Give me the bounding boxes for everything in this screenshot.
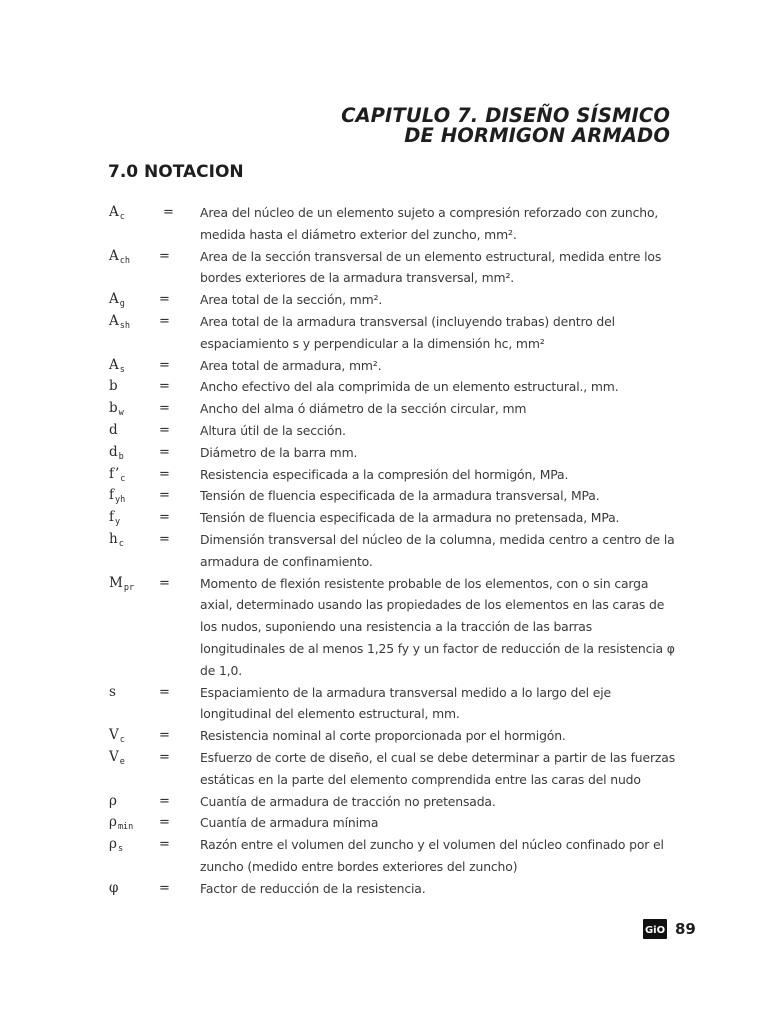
notation-definition bbox=[200, 311, 660, 355]
notation-definition bbox=[200, 682, 660, 726]
equals-sign: = bbox=[159, 531, 170, 547]
symbol-base: A bbox=[109, 312, 119, 329]
notation-definition bbox=[200, 355, 660, 377]
notation-row bbox=[0, 812, 768, 834]
notation-row bbox=[0, 791, 768, 813]
definition-line: Esfuerzo de corte de diseño, el cual se debe determinar a partir de las fuerzas bbox=[200, 749, 676, 765]
symbol-subscript: c bbox=[119, 735, 125, 746]
definition-line: zuncho (medido entre bordes exteriores del zuncho) bbox=[200, 858, 518, 874]
equals-sign: = bbox=[163, 205, 174, 220]
equals-sign: = bbox=[159, 422, 170, 438]
notation-row bbox=[0, 485, 768, 507]
symbol-base: ρ bbox=[109, 792, 117, 809]
definition-line: espaciamiento s y perpendicular a la dimensión hc, mm² bbox=[200, 335, 545, 351]
notation-definition bbox=[200, 420, 660, 442]
notation-definition bbox=[200, 573, 675, 682]
equals-sign: = bbox=[159, 292, 170, 308]
notation-row bbox=[0, 420, 768, 442]
notation-symbol bbox=[109, 747, 125, 774]
logo-text: GiO bbox=[645, 925, 665, 935]
definition-line: Espaciamiento de la armadura transversal medido a lo largo del eje bbox=[200, 684, 612, 700]
equals-sign: = bbox=[159, 793, 170, 809]
section-heading: 7.0 NOTACION bbox=[108, 162, 244, 182]
notation-row bbox=[0, 573, 768, 682]
notation-symbol bbox=[109, 420, 118, 442]
symbol-base: A bbox=[109, 291, 119, 308]
notation-symbol bbox=[109, 529, 124, 556]
symbol-base: M bbox=[109, 574, 123, 591]
notation-row bbox=[0, 464, 768, 486]
symbol-subscript: y bbox=[115, 517, 121, 528]
notation-definition bbox=[200, 246, 660, 290]
definition-line: Area de la sección transversal de un elemento estructural, medida entre los bbox=[200, 248, 662, 264]
equals-sign: = bbox=[159, 488, 170, 504]
symbol-base: V bbox=[109, 727, 119, 744]
symbol-base: φ bbox=[109, 879, 119, 896]
symbol-subscript: b bbox=[118, 451, 124, 462]
publisher-logo-icon bbox=[643, 919, 667, 939]
equals-sign: = bbox=[159, 466, 170, 482]
notation-symbol bbox=[109, 791, 117, 813]
symbol-subscript: yh bbox=[115, 495, 126, 506]
equals-sign: = bbox=[159, 444, 170, 460]
notation-definition bbox=[200, 464, 660, 486]
definition-line: longitudinales de al menos 1,25 fy y un factor de reducción de la resistencia φ bbox=[200, 640, 675, 656]
symbol-base: s bbox=[109, 683, 116, 700]
definition-line: Factor de reducción de la resistencia. bbox=[200, 880, 426, 896]
definition-line: medida hasta el diámetro exterior del zuncho, mm². bbox=[200, 226, 517, 242]
definition-line: Cuantía de armadura de tracción no pretensada. bbox=[200, 793, 496, 809]
symbol-base: V bbox=[109, 748, 119, 765]
notation-symbol bbox=[109, 682, 116, 704]
chapter-title bbox=[341, 106, 670, 146]
notation-definition bbox=[200, 442, 660, 464]
definition-line: Razón entre el volumen del zuncho y el volumen del núcleo confinado por el bbox=[200, 837, 664, 853]
equals-sign: = bbox=[159, 728, 170, 744]
notation-symbol bbox=[109, 246, 130, 273]
notation-row bbox=[0, 878, 768, 900]
notation-definition bbox=[200, 812, 660, 834]
equals-sign: = bbox=[159, 313, 170, 329]
definition-line: Area total de armadura, mm². bbox=[200, 357, 382, 373]
notation-row bbox=[0, 289, 768, 311]
definition-line: de 1,0. bbox=[200, 662, 243, 678]
notation-row bbox=[0, 682, 768, 726]
notation-row bbox=[0, 529, 768, 573]
notation-definition bbox=[200, 747, 676, 791]
notation-row bbox=[0, 398, 768, 420]
notation-definition bbox=[200, 507, 660, 529]
definition-line: Momento de flexión resistente probable de los elementos, con o sin carga bbox=[200, 575, 649, 591]
definition-line: armadura de confinamiento. bbox=[200, 553, 373, 569]
notation-symbol bbox=[109, 311, 130, 338]
definition-line: longitudinal del elemento estructural, mm. bbox=[200, 706, 460, 722]
notation-symbol bbox=[109, 202, 125, 229]
definition-line: Tensión de fluencia especificada de la armadura no pretensada, MPa. bbox=[200, 510, 620, 526]
page-footer bbox=[643, 919, 696, 939]
notation-symbol bbox=[109, 573, 134, 600]
definition-line: axial, determinado usando las propiedades de los elementos en las caras de bbox=[200, 597, 665, 613]
notation-definition bbox=[200, 202, 660, 246]
equals-sign: = bbox=[159, 575, 170, 591]
notation-row bbox=[0, 442, 768, 464]
symbol-subscript: ch bbox=[119, 255, 130, 266]
symbol-subscript: w bbox=[118, 408, 124, 419]
notation-row bbox=[0, 311, 768, 355]
definition-line: bordes exteriores de la armadura transversal, mm². bbox=[200, 270, 515, 286]
definition-line: Resistencia nominal al corte proporcionada por el hormigón. bbox=[200, 728, 566, 744]
symbol-base: h bbox=[109, 530, 118, 547]
notation-row bbox=[0, 725, 768, 747]
equals-sign: = bbox=[159, 749, 170, 765]
notation-definition bbox=[200, 834, 664, 878]
symbol-subscript: g bbox=[119, 299, 125, 310]
notation-definition bbox=[200, 791, 660, 813]
equals-sign: = bbox=[159, 248, 170, 264]
symbol-base: ρ bbox=[109, 814, 117, 831]
notation-row bbox=[0, 834, 768, 878]
symbol-base: f bbox=[109, 487, 114, 504]
definition-line: los nudos, suponiendo una resistencia a la tracción de las barras bbox=[200, 619, 593, 635]
symbol-subscript: c bbox=[120, 473, 126, 484]
definition-line: Cuantía de armadura mínima bbox=[200, 815, 379, 831]
equals-sign: = bbox=[159, 684, 170, 700]
equals-sign: = bbox=[159, 401, 170, 417]
definition-line: Altura útil de la sección. bbox=[200, 422, 346, 438]
definition-line: Diámetro de la barra mm. bbox=[200, 444, 358, 460]
notation-symbol bbox=[109, 834, 123, 861]
symbol-subscript: c bbox=[119, 212, 125, 222]
symbol-base: ρ bbox=[109, 836, 117, 853]
definition-line: estáticas en la parte del elemento comprendida entre las caras del nudo bbox=[200, 771, 641, 787]
notation-row bbox=[0, 355, 768, 377]
symbol-subscript: s bbox=[117, 844, 124, 855]
page-number: 89 bbox=[675, 920, 696, 938]
symbol-base: d bbox=[109, 421, 118, 438]
notation-definition bbox=[200, 878, 660, 900]
notation-definition bbox=[200, 529, 675, 573]
definition-line: Area total de la sección, mm². bbox=[200, 292, 383, 308]
notation-definition bbox=[200, 485, 660, 507]
symbol-subscript: sh bbox=[119, 320, 130, 331]
equals-sign: = bbox=[159, 510, 170, 526]
notation-row bbox=[0, 202, 768, 246]
notation-definition bbox=[200, 398, 660, 420]
notation-row bbox=[0, 246, 768, 290]
notation-definition bbox=[200, 725, 660, 747]
symbol-base: A bbox=[109, 247, 119, 264]
symbol-subscript: s bbox=[119, 364, 125, 375]
symbol-base: f’ bbox=[109, 465, 120, 482]
definition-line: Ancho del alma ó diámetro de la sección circular, mm bbox=[200, 401, 527, 417]
symbol-subscript: min bbox=[117, 822, 134, 833]
notation-row bbox=[0, 507, 768, 529]
notation-definition bbox=[200, 376, 660, 398]
equals-sign: = bbox=[159, 880, 170, 896]
definition-line: Area del núcleo de un elemento sujeto a compresión reforzado con zuncho, bbox=[200, 205, 659, 220]
definition-line: Ancho efectivo del ala comprimida de un elemento estructural., mm. bbox=[200, 379, 619, 395]
notation-definition bbox=[200, 289, 660, 311]
notation-list bbox=[0, 202, 768, 900]
notation-row bbox=[0, 376, 768, 398]
symbol-subscript: e bbox=[119, 756, 125, 767]
symbol-subscript: c bbox=[118, 538, 124, 549]
notation-row bbox=[0, 747, 768, 791]
symbol-base: A bbox=[109, 204, 119, 220]
definition-line: Dimensión transversal del núcleo de la columna, medida centro a centro de la bbox=[200, 531, 675, 547]
symbol-base: b bbox=[109, 378, 118, 395]
equals-sign: = bbox=[159, 815, 170, 831]
symbol-base: f bbox=[109, 509, 114, 526]
notation-symbol bbox=[109, 376, 118, 398]
definition-line: Tensión de fluencia especificada de la armadura transversal, MPa. bbox=[200, 488, 600, 504]
equals-sign: = bbox=[159, 379, 170, 395]
chapter-title-line-1: CAPITULO 7. DISEÑO SÍSMICO bbox=[341, 104, 670, 127]
equals-sign: = bbox=[159, 357, 170, 373]
symbol-base: d bbox=[109, 443, 118, 460]
definition-line: Area total de la armadura transversal (incluyendo trabas) dentro del bbox=[200, 313, 615, 329]
chapter-title-line-2: DE HORMIGON ARMADO bbox=[404, 124, 670, 147]
notation-symbol bbox=[109, 878, 118, 900]
symbol-base: b bbox=[109, 400, 118, 417]
symbol-base: A bbox=[109, 356, 119, 373]
symbol-subscript: pr bbox=[123, 582, 135, 593]
equals-sign: = bbox=[159, 837, 170, 853]
definition-line: Resistencia especificada a la compresión del hormigón, MPa. bbox=[200, 466, 569, 482]
